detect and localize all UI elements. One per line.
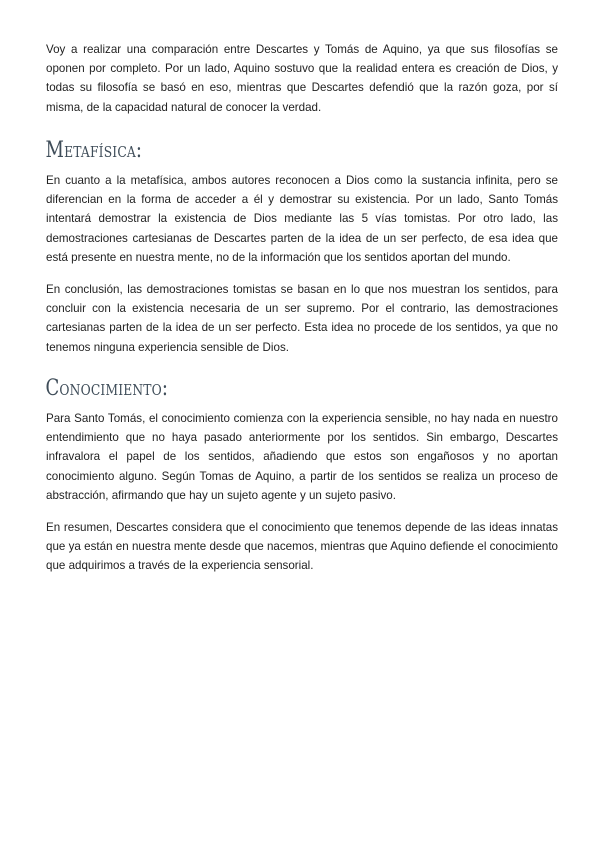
section-heading-conocimiento (43, 372, 172, 405)
metafisica-paragraph-1: En cuanto a la metafísica, ambos autores reconocen a Dios como la sustancia infinita, pero se diferencian en la forma de acceder a él y demostrar su existencia. Por un lado, Santo Tomás intentará demostrar la existencia de Dios mediante las 5 vías tomistas. Por otro lado, las demostraciones cartesianas de Descartes parten de la idea de un ser perfecto, de esa idea que está presente en nuestra mente, no de la información que los sentidos aportan del mundo. (46, 174, 558, 264)
intro-paragraph: Voy a realizar una comparación entre Descartes y Tomás de Aquino, ya que sus filosofías se oponen por completo. Por un lado, Aquino sostuvo que la realidad entera es creación de Dios, y todas su filosofía se basó en eso, mientras que Descartes defendió que la razón goza, por sí misma, de la capacidad natural de conocer la verdad. (46, 43, 558, 114)
metafisica-paragraph-2: En conclusión, las demostraciones tomistas se basan en lo que nos muestran los sentidos, para concluir con la existencia necesaria de un ser supremo. Por el contrario, las demostraciones cartesianas parten de la idea de un ser perfecto. Esta idea no procede de los sentidos, ya que no tenemos ninguna experiencia sensible de Dios. (46, 283, 558, 354)
heading-label: Metafísica: (45, 138, 143, 163)
section-heading-metafisica (43, 134, 146, 167)
heading-label: Conocimiento: (45, 376, 169, 401)
conocimiento-paragraph-1: Para Santo Tomás, el conocimiento comienza con la experiencia sensible, no hay nada en nuestro entendimiento que no haya pasado anteriormente por los sentidos. Sin embargo, Descartes infravalora el papel de los sentidos, añadiendo que estos son engañosos y no aportan conocimiento alguno. Según Tomas de Aquino, a partir de los sentidos se realiza un proceso de abstracción, afirmando que hay un sujeto agente y un sujeto pasivo. (46, 412, 558, 502)
conocimiento-paragraph-2: En resumen, Descartes considera que el conocimiento que tenemos depende de las ideas innatas que ya están en nuestra mente desde que nacemos, mientras que Aquino defiende el conocimiento que adquirimos a través de la experiencia sensorial. (46, 521, 558, 573)
